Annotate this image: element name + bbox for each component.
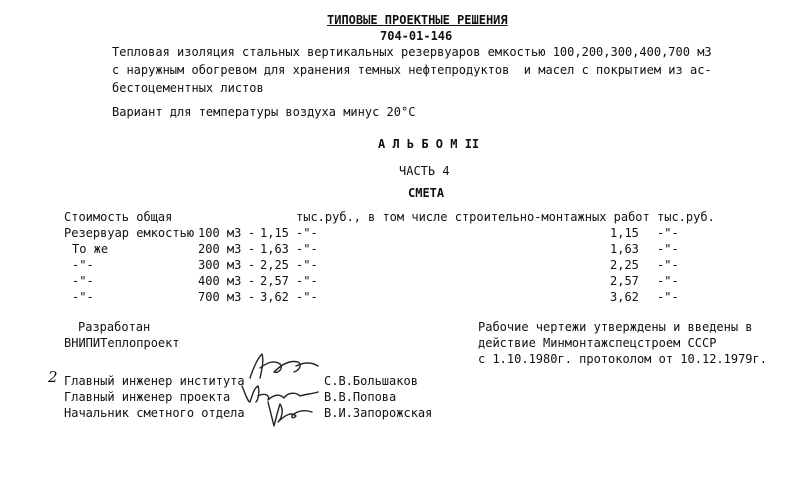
row-smr: 2,57 [610,274,639,288]
signatory-name: В.В.Попова [324,390,397,404]
section-title: СМЕТА [408,186,445,200]
album-title: А Л Ь Б О М II [378,137,480,151]
row-unit: -"- [296,290,318,304]
row-unit2: -"- [657,242,679,256]
approval-line-1: Рабочие чертежи утверждены и введены в [478,320,753,334]
row-name: -"- [72,290,94,304]
row-unit2: -"- [657,290,679,304]
title-line-3: бестоцементных листов [112,81,264,95]
row-dash: - [248,258,256,272]
row-volume: 200 м3 [198,242,242,256]
row-smr: 1,15 [610,226,639,240]
row-dash: - [248,290,256,304]
row-total: 1,63 [260,242,289,256]
row-dash: - [248,226,256,240]
row-unit2: -"- [657,274,679,288]
developer-org: ВНИПИТеплопроект [64,336,180,350]
signatory-role: Главный инженер проекта [64,390,231,404]
row-smr: 3,62 [610,290,639,304]
cost-header-left: Стоимость общая [64,210,173,224]
approval-line-3: с 1.10.1980г. протоколом от 10.12.1979г. [478,352,767,366]
part-number: ЧАСТЬ 4 [399,164,450,178]
row-smr: 2,25 [610,258,639,272]
signatory-name: В.И.Запорожская [324,406,433,420]
row-unit2: -"- [657,258,679,272]
cost-header-unit: тыс.руб., [296,210,362,224]
row-volume: 400 м3 [198,274,242,288]
row-volume: 100 м3 [198,226,242,240]
row-dash: - [248,242,256,256]
row-volume: 700 м3 [198,290,242,304]
row-name: То же [72,242,109,256]
approval-line-2: действие Минмонтажспецстроем СССР [478,336,717,350]
series-title: ТИПОВЫЕ ПРОЕКТНЫЕ РЕШЕНИЯ [327,13,508,27]
row-total: 3,62 [260,290,289,304]
signatory-role: Начальник сметного отдела [64,406,245,420]
row-unit: -"- [296,258,318,272]
row-unit: -"- [296,242,318,256]
title-line-2: с наружным обогревом для хранения темных нефтепродуктов и масел с покрытием из ас- [112,63,712,77]
row-name: Резервуар емкостью [64,226,195,240]
row-total: 2,25 [260,258,289,272]
row-name: -"- [72,274,94,288]
row-total: 1,15 [260,226,289,240]
row-dash: - [248,274,256,288]
row-volume: 300 м3 [198,258,242,272]
row-total: 2,57 [260,274,289,288]
row-unit: -"- [296,226,318,240]
handwritten-mark: 2 [48,368,58,386]
developer-label: Разработан [78,320,151,334]
signature-1-icon [244,350,324,382]
row-unit2: -"- [657,226,679,240]
document-code: 704-01-146 [380,29,453,43]
signatory-name: С.В.Большаков [324,374,418,388]
cost-header-unit2: тыс.руб. [657,210,715,224]
row-smr: 1,63 [610,242,639,256]
signature-3-icon [262,396,318,430]
title-line-1: Тепловая изоляция стальных вертикальных резервуаров емкостью 100,200,300,400,700 м3 [112,45,712,59]
cost-header-mid: в том числе строительно-монтажных работ [368,210,650,224]
signatory-role: Главный инженер института [64,374,245,388]
row-unit: -"- [296,274,318,288]
row-name: -"- [72,258,94,272]
variant-line: Вариант для температуры воздуха минус 20°С [112,105,416,119]
